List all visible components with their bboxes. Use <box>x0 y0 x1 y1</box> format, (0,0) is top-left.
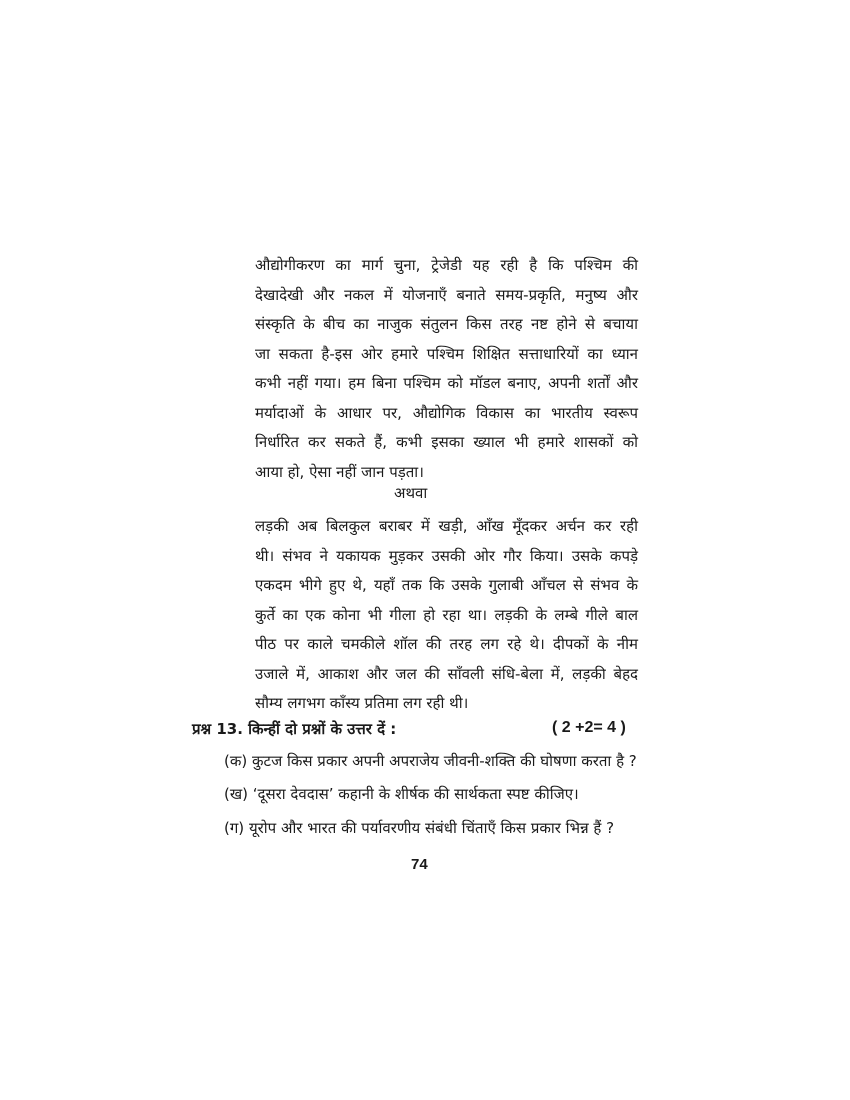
passage-line: संस्कृति के बीच का नाजुक संतुलन किस तरह नष्ट होने से बचाया <box>255 315 638 333</box>
passage-line: आया हो, ऐसा नहीं जान पड़ता। <box>255 462 424 481</box>
question-marks: ( 2 +2= 4 ) <box>552 719 626 736</box>
page-number: 74 <box>411 856 428 873</box>
passage-line: मर्यादाओं के आधार पर, औद्योगिक विकास का भारतीय स्वरूप <box>255 403 638 422</box>
passage-line: पीठ पर काले चमकीले शॉल की तरह लग रहे थे। दीपकों के नीम <box>255 635 638 653</box>
question-heading <box>192 719 642 739</box>
sub-question-kha <box>224 784 579 804</box>
passage-line: कभी नहीं गया। हम बिना पश्चिम को मॉडल बनाए, अपनी शर्तों और <box>255 374 638 392</box>
passage-line: निर्धारित कर सकते हैं, कभी इसका ख्याल भी हमारे शासकों को <box>255 433 638 451</box>
passage-line: एकदम भीगे हुए थे, यहाँ तक कि उसके गुलाबी आँचल से संभव के <box>255 576 638 594</box>
passage-two <box>255 512 638 719</box>
sub-question-text: यूरोप और भारत की पर्यावरणीय संबंधी चिंताएँ किस प्रकार भिन्न हैं ? <box>248 819 615 837</box>
question-title: प्रश्न 13. किन्हीं दो प्रश्नों के उत्तर दें : <box>192 720 397 738</box>
passage-line: जा सकता है-इस ओर हमारे पश्चिम शिक्षित सत्ताधारियों का ध्यान <box>255 344 638 363</box>
passage-line: थी। संभव ने यकायक मुड़कर उसकी ओर गौर किया। उसके कपड़े <box>255 546 638 565</box>
sub-question-text: ‘दूसरा देवदास’ कहानी के शीर्षक की सार्थकता स्पष्ट कीजिए। <box>252 785 579 803</box>
passage-line: औद्योगीकरण का मार्ग चुना, ट्रेजेडी यह रही है कि पश्चिम की <box>255 256 638 274</box>
passage-line: देखादेखी और नकल में योजनाएँ बनाते समय-प्रकृति, मनुष्य और <box>255 285 638 304</box>
sub-question-label: (ग) <box>224 819 245 837</box>
sub-question-label: (क) <box>224 752 248 770</box>
separator-athva: अथवा <box>394 484 428 502</box>
passage-one <box>255 251 638 487</box>
passage-line: लड़की अब बिलकुल बराबर में खड़ी, आँख मूँदकर अर्चन कर रही <box>255 517 638 535</box>
passage-line: कुर्ते का एक कोना भी गीला हो रहा था। लड़की के लम्बे गीले बाल <box>255 605 638 624</box>
sub-question-label: (ख) <box>224 785 248 803</box>
passage-line: सौम्य लगभग काँस्य प्रतिमा लग रही थी। <box>255 694 469 712</box>
passage-line: उजाले में, आकाश और जल की साँवली संधि-बेला में, लड़की बेहद <box>255 664 638 683</box>
sub-question-text: कुटज किस प्रकार अपनी अपराजेय जीवनी-शक्ति की घोषणा करता है ? <box>252 752 637 770</box>
sub-question-ka <box>224 751 637 771</box>
sub-question-ga <box>224 818 614 838</box>
